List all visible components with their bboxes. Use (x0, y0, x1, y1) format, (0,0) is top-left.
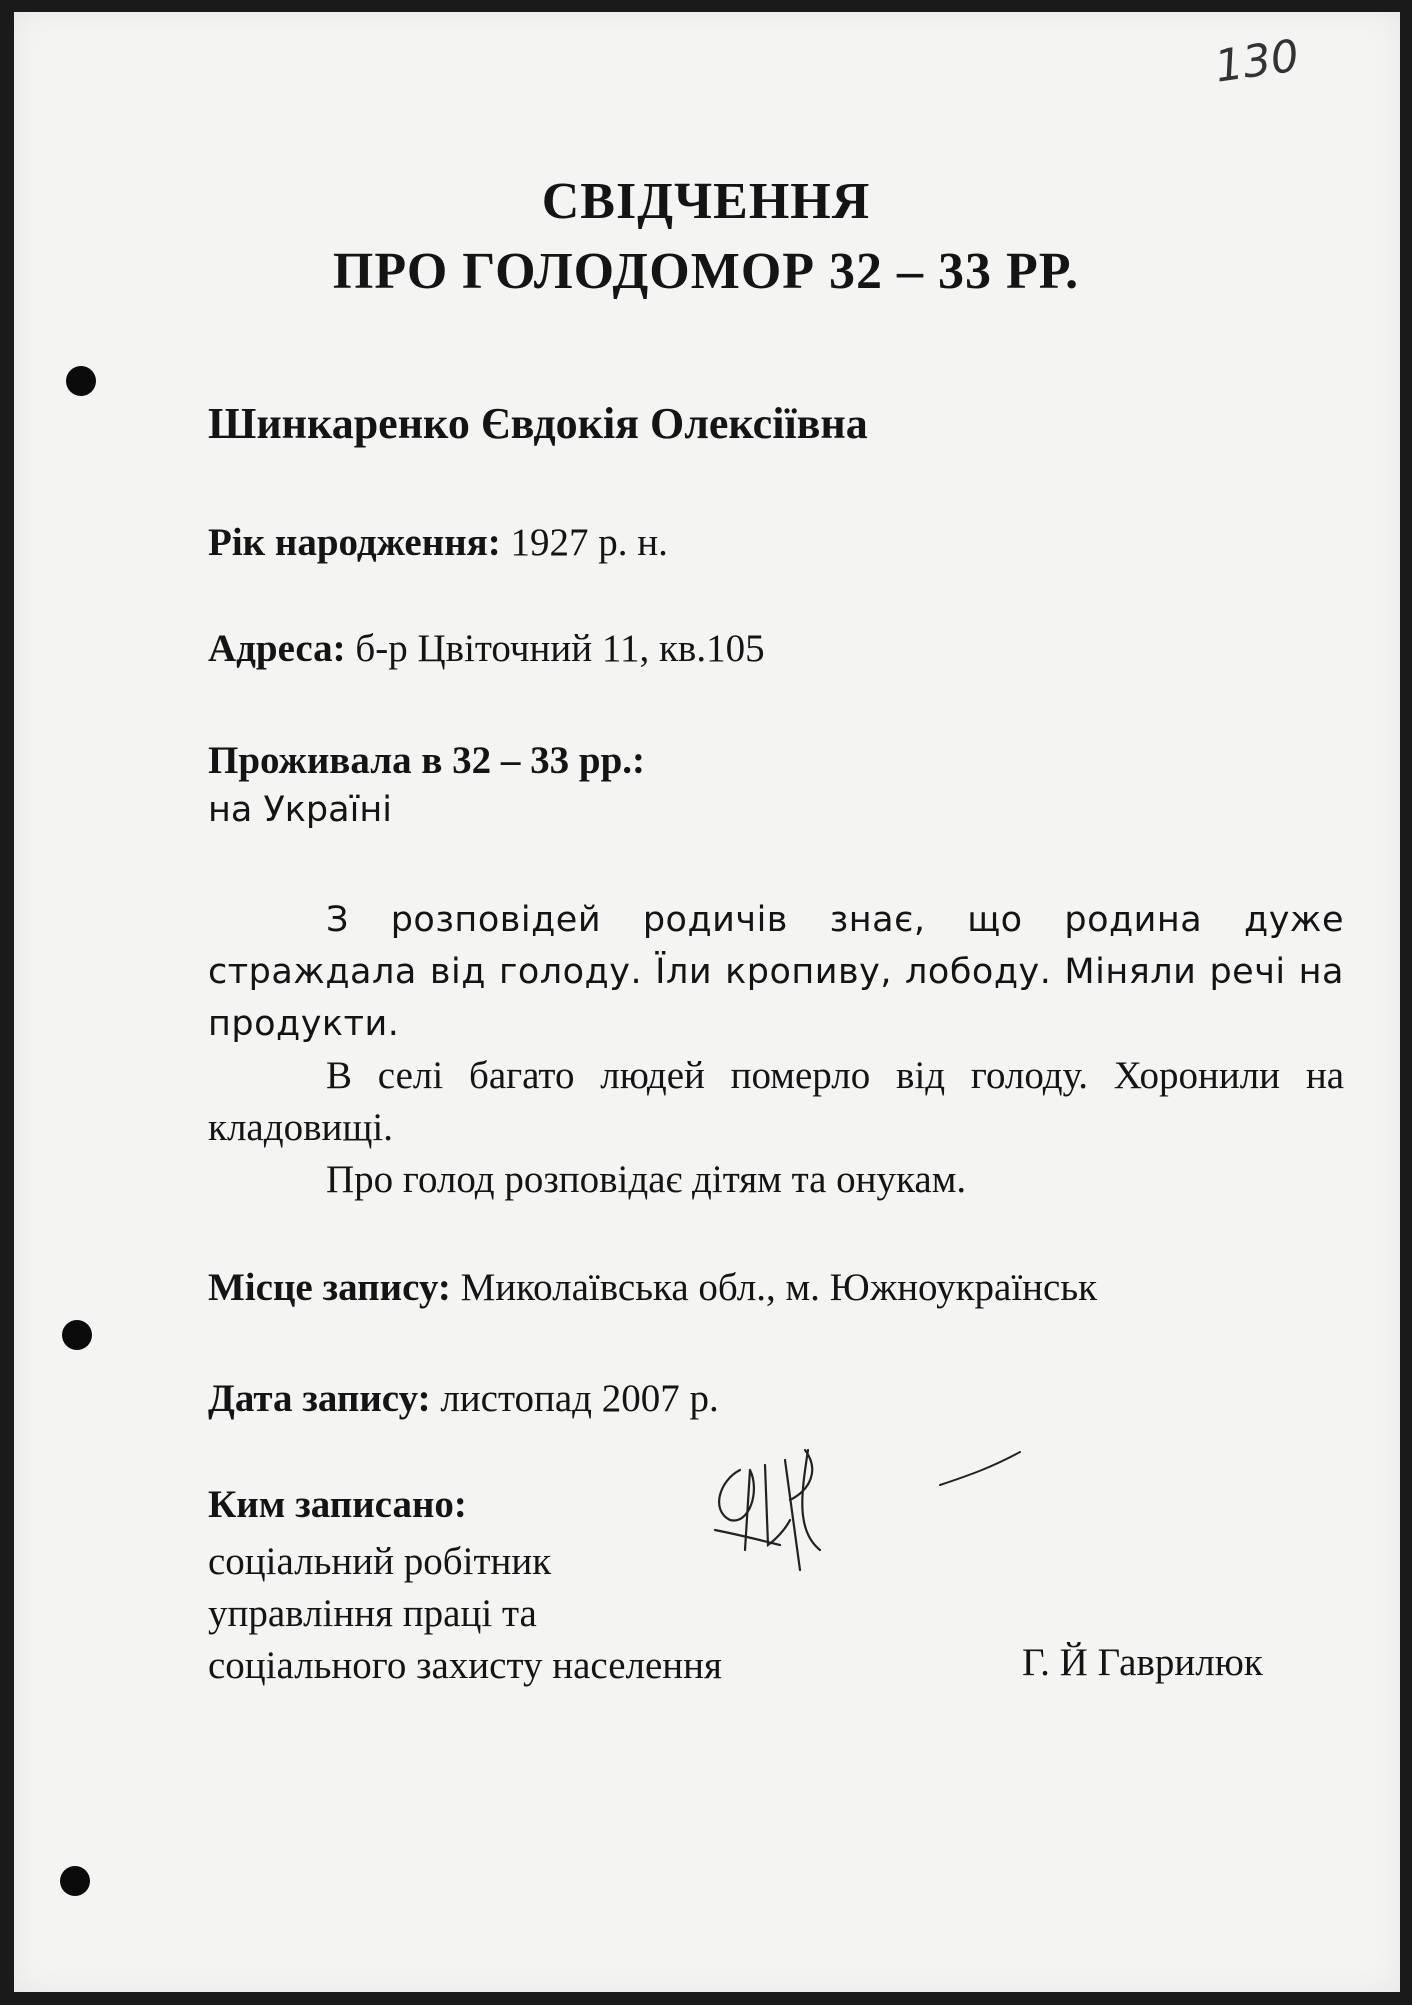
handwritten-page-number: 130 (1211, 30, 1303, 93)
testimony-paragraph: В селі багато людей померло від голоду. Хоронили на кладовищі. (208, 1054, 1344, 1149)
record-place-field (208, 1265, 1097, 1310)
recorder-role (208, 1536, 722, 1692)
address-label: Адреса: (208, 627, 346, 670)
punch-hole (62, 1320, 92, 1350)
record-place-label: Місце запису: (208, 1266, 451, 1309)
recorder-role-line: соціального захисту населення (208, 1644, 722, 1687)
document-title: СВІДЧЕННЯ (541, 173, 871, 230)
record-date-value: листопад 2007 р. (440, 1377, 719, 1420)
punch-hole (60, 1866, 90, 1896)
birth-year-value: 1927 р. н. (510, 521, 668, 564)
residence-value: на Україні (208, 790, 392, 830)
document-subtitle: ПРО ГОЛОДОМОР 32 – 33 РР. (332, 243, 1080, 300)
birth-year-label: Рік народження: (208, 521, 501, 564)
handwritten-signature (690, 1430, 1050, 1590)
address-value: б-р Цвіточний 11, кв.105 (355, 627, 765, 670)
residence-label: Проживала в 32 – 33 рр.: (208, 739, 646, 782)
punch-hole (66, 366, 96, 396)
testimony-paragraph: Про голод розповідає дітям та онукам. (326, 1158, 967, 1201)
recorded-by-label: Ким записано: (208, 1483, 467, 1526)
recorder-name: Г. Й Гаврилюк (1022, 1641, 1263, 1684)
record-date-label: Дата запису: (208, 1377, 431, 1420)
testimony-paragraph: З розповідей родичів знає, що родина дуже страждала від голоду. Їли кропиву, лободу. Міняли речі на продукти. (208, 900, 1344, 1044)
witness-name: Шинкаренко Євдокія Олексіївна (208, 399, 868, 448)
record-place-value: Миколаївська обл., м. Южноукраїнськ (460, 1266, 1098, 1309)
recorder-role-line: управління праці та (208, 1592, 537, 1635)
recorder-role-line: соціальний робітник (208, 1540, 552, 1583)
record-date-field (208, 1376, 719, 1421)
birth-year-field (208, 520, 668, 565)
address-field (208, 626, 765, 671)
testimony-text (208, 894, 1344, 1206)
